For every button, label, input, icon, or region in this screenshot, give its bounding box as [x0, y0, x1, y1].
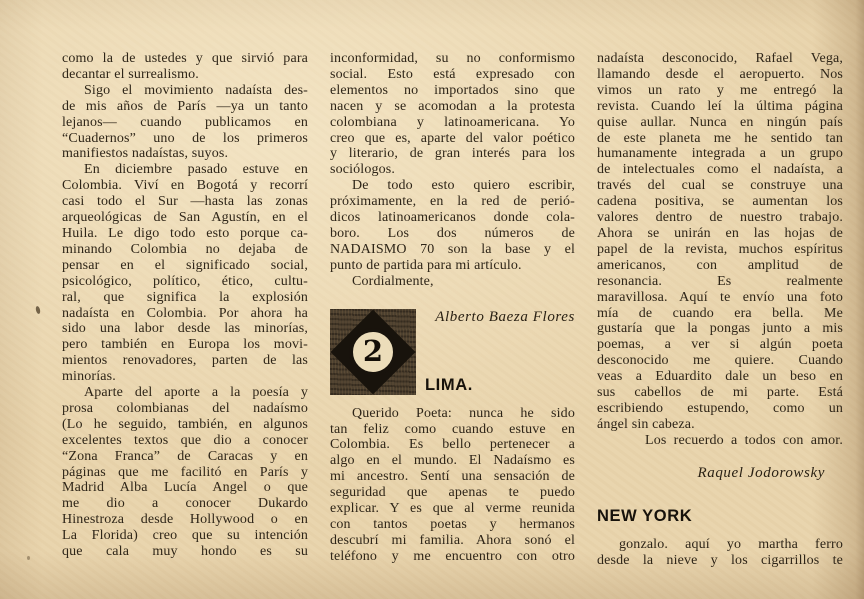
text-line: de intelectuales como el nadaísta, a [597, 162, 843, 178]
spacer [597, 449, 843, 465]
text-line: que cala muy hondo es su [62, 544, 308, 560]
text-line: como la de ustedes y que sirvió para [62, 51, 308, 66]
text-line: teléfono y me encuentro con otro [330, 548, 575, 564]
text-line: Colombia. Viví en Bogotá y recorrí [62, 178, 308, 194]
text-line: En diciembre pasado estuve en [84, 162, 308, 178]
spacer [330, 395, 575, 406]
text-line: “Cuadernos” uno de los primeros [62, 130, 308, 146]
text-line: minando Colombia no dejaba de [62, 241, 308, 257]
text-line: La Florida) creo que su intención [62, 528, 308, 544]
spacer [330, 290, 575, 309]
text-line: resonancia. Es realmente [597, 273, 843, 289]
text-line: de mis años de París —ya un tanto [62, 98, 308, 114]
text-line: Madrid Alba Lucía Angel o que [62, 480, 308, 496]
text-line: Colombia. Es bello pertenecer a [330, 437, 575, 453]
text-line: humanamente integrada a un grupo [597, 146, 843, 162]
text-line: manifiestos nadaístas, suyos. [62, 146, 229, 162]
signature: Alberto Baeza Flores [435, 308, 575, 325]
text-line: valores dentro de nuestro trabajo. [597, 210, 843, 226]
text-line: sociólogos. [330, 162, 396, 178]
text-line: inconformidad, su no conformismo [330, 51, 575, 66]
text-line: desconocido me quiere. Cuando [597, 353, 843, 369]
text-line: tan feliz como cuando estuve en [330, 421, 575, 437]
text-line: vimos un rato y me entregó la [597, 82, 843, 98]
column-right [597, 51, 843, 568]
text-line: pero también en Europa los movi- [62, 337, 308, 353]
text-line: con tantos poetas y hermanos [330, 516, 575, 532]
text-line: poemas, a ver si algún poeta [597, 337, 843, 353]
text-line: social. Esto está expresado con [330, 66, 575, 82]
text-line: mi ancestro. Sentí una sensación de [330, 469, 575, 485]
text-line: sus cabellos de mi parte. Está [597, 385, 843, 401]
text-line: nacen y se acomodan a la protesta [330, 98, 575, 114]
text-line: quise aullar. Nunca en ningún país [597, 114, 843, 130]
text-line: revista. Cuando leí la última página [597, 98, 843, 114]
text-line: punto de partida para mi artículo. [330, 257, 522, 273]
text-line: desde la nieve y los cigarrillos te [597, 552, 843, 568]
text-line: De todo esto quiero escribir, [352, 178, 575, 194]
text-line: arqueológicas de San Agustín, en el [62, 210, 308, 226]
text-line: páginas que me facilitó en París y [62, 464, 308, 480]
text-line: maravillosa. Aquí te envío una foto [597, 289, 843, 305]
text-line: ángel sin cabeza. [597, 416, 695, 432]
text-line: elementos no importados sino que [330, 82, 575, 98]
text-line: colombiana y latinoamericana. Yo [330, 114, 575, 130]
section-heading: NEW YORK [597, 506, 693, 525]
text-line: de este planeta me he sentido tan [597, 130, 843, 146]
text-line: Los recuerdo a todos con amor. [645, 432, 843, 448]
text-line: través del cual se construye una [597, 178, 843, 194]
text-line: seguridad que apenas te puedo [330, 485, 575, 501]
column-left [62, 51, 308, 560]
signature: Raquel Jodorowsky [697, 464, 825, 481]
figure-side [416, 309, 575, 395]
text-line: ral, que significa la explosión [62, 289, 308, 305]
ink-speck [27, 556, 30, 560]
text-line: escribiendo estupendo, como un [597, 400, 843, 416]
text-line: Aparte del aporte a la poesía y [84, 385, 308, 401]
text-line: lejanos— cuando publicamos en [62, 114, 308, 130]
spacer [597, 525, 843, 537]
text-line: Querido Poeta: nunca he sido [352, 405, 575, 421]
text-line: llamando desde el aeropuerto. Nos [597, 66, 843, 82]
text-line: algo en el mundo. El Nadaísmo es [330, 453, 575, 469]
text-line: Hinestroza desde Hollywood o en [62, 512, 308, 528]
text-line: casi todo el Sur —hasta las zonas [62, 194, 308, 210]
text-line: nadaísta en Colombia. Por ahora ha [62, 305, 308, 321]
text-line: nadaísta desconocido, Rafael Vega, [597, 51, 843, 66]
text-line: Ahora se unirán en las hojas de [597, 225, 843, 241]
spacer [597, 482, 843, 507]
text-line: Sigo el movimiento nadaísta des- [84, 82, 308, 98]
text-line: “Zona Franca” de Caracas y en [62, 448, 308, 464]
text-line: y literario, de gran interés para los [330, 146, 575, 162]
text-line: sido una labor desde las minorías, [62, 321, 308, 337]
text-line: dicos latinoamericanos donde cola- [330, 210, 575, 226]
section-heading-lima: LIMA. [425, 375, 473, 394]
text-line: psicológico, político, ético, cultu- [62, 273, 308, 289]
text-line: creo que es, aparte del valor poético [330, 130, 575, 146]
issue-number-figure [330, 309, 416, 395]
text-line: cadena positiva, se aumentan los [597, 194, 843, 210]
text-line: gustaría que la pongas junto a mis [597, 321, 843, 337]
text-line: pensar en el significado social, [62, 257, 308, 273]
text-line: boro. Los dos números de [330, 225, 575, 241]
text-line: excelentes textos que dio a conocer [62, 432, 308, 448]
text-line: explicar. Y es que al verme reunida [330, 501, 575, 517]
text-line: americanos, con amplitud de [597, 257, 843, 273]
text-line: gonzalo. aquí yo martha ferro [619, 536, 843, 552]
text-line: (Lo he seguido, también, en algunos [62, 416, 308, 432]
issue-figure-row [330, 309, 575, 395]
text-line: Cordialmente, [352, 273, 434, 289]
issue-number: 2 [349, 328, 397, 376]
ink-speck [35, 306, 41, 315]
text-line: mientos renovadores, parten de las [62, 353, 308, 369]
text-line: descubrí mi familia. Ahora sonó el [330, 532, 575, 548]
text-line: prosa colombianas del nadaísmo [62, 400, 308, 416]
text-line: minorías. [62, 369, 116, 385]
text-line: mía de cuando era bella. Me [597, 305, 843, 321]
text-line: me dio a conocer Dukardo [62, 496, 308, 512]
column-middle [330, 51, 575, 565]
text-line: Huila. Le digo todo esto porque ca- [62, 225, 308, 241]
text-line: decantar el surrealismo. [62, 66, 199, 82]
text-line: veas a Eduardito dale un beso en [597, 369, 843, 385]
text-line: papel de la revista, muchos espíritus [597, 241, 843, 257]
text-line: NADAISMO 70 son la base y el [330, 241, 575, 257]
text-line: próximamente, en la red de perió- [330, 194, 575, 210]
